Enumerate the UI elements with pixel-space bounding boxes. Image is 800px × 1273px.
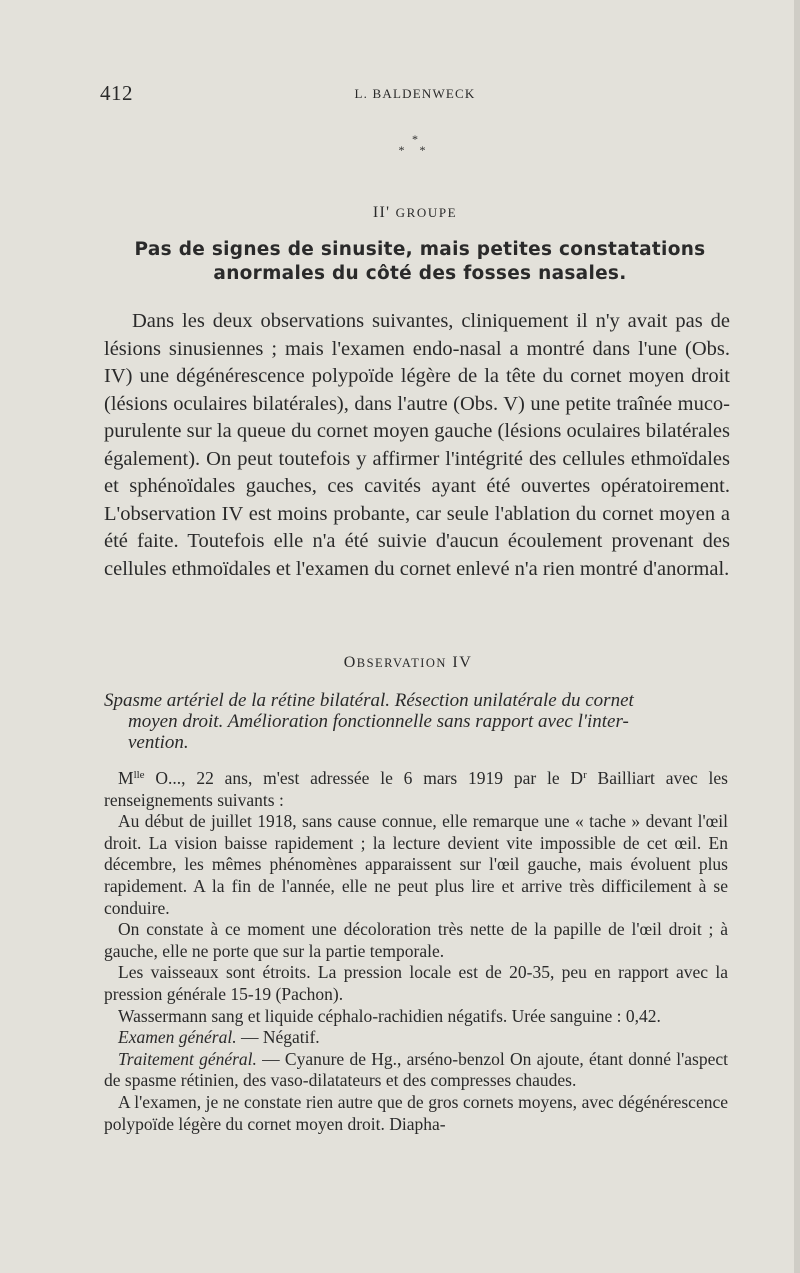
treatment-label: Traitement général. xyxy=(118,1048,257,1069)
observation-number: IV xyxy=(452,654,473,671)
page-number: 412 xyxy=(100,81,133,105)
page-edge xyxy=(794,0,800,1273)
intro-sup2: r xyxy=(583,769,587,781)
observation-title-rest: BSERVATION xyxy=(356,656,447,670)
exam-label: Examen général. xyxy=(118,1027,237,1048)
asterism-divider xyxy=(0,134,800,156)
section-heading-line2: anormales du côté des fosses nasales. xyxy=(213,263,627,284)
group-numeral: II xyxy=(372,204,387,221)
intro-middle: O..., 22 ans, m'est adressée le 6 mars 1919 par le D xyxy=(144,768,584,788)
asterism-top: * xyxy=(412,132,418,146)
observation-summary xyxy=(104,690,730,753)
summary-line1: Spasme artériel de la rétine bilatéral. Résection unilatérale du cornet xyxy=(104,690,634,711)
case-intro xyxy=(104,765,728,811)
summary-line3: vention. xyxy=(128,732,189,753)
group-word: GROUPE xyxy=(395,205,458,220)
case-paragraph-5: Wassermann sang et liquide céphalo-rachidien négatifs. Urée sanguine : 0,42. xyxy=(118,1005,661,1026)
observation-title xyxy=(0,654,800,672)
treatment-text: — Cyanure de Hg., arséno-benzol On ajoute, étant donné l'aspect de spasme rétinien, des vaso-dilatateurs et des compresses chaudes. xyxy=(104,1048,729,1091)
case-paragraph-6 xyxy=(104,1027,728,1049)
section-heading xyxy=(120,238,720,286)
intro-prefix: M xyxy=(118,768,134,788)
group-title xyxy=(0,204,800,222)
group-apostrophe: ' xyxy=(386,204,391,221)
running-head: L. BALDENWECK xyxy=(354,86,476,101)
section-heading-line1: Pas de signes de sinusite, mais petites constatations xyxy=(134,239,706,260)
case-paragraph-4: Les vaisseaux sont étroits. La pression locale est de 20-35, peu en rapport avec la pression générale 15-19 (Pachon). xyxy=(104,962,728,1004)
body-paragraph: Dans les deux observations suivantes, cliniquement il n'y avait pas de lésions sinusiennes ; mais l'examen endo-nasal a montré dans l'une (Obs. IV) une dégénérescence polypoïde légère de la tête du cornet moyen droit (lésions oculaires bilatérales), dans l'autre (Obs. V) une petite traînée muco-purulente sur la queue du cornet moyen gauche (lésions oculaires bilatérales également). On peut toutefois y affirmer l'intégrité des cellules ethmoïdales et sphénoïdales gauches, ces cavités ayant été ouvertes opératoirement. L'observation IV est moins probante, car seule l'ablation du cornet moyen a été faite. Toutefois elle n'a été suivie d'aucun écoulement provenant des cellules ethmoïdales et l'examen du cornet enlevé n'a rien montré d'anormal. xyxy=(104,310,730,580)
case-paragraph-3: On constate à ce moment une décoloration très nette de la papille de l'œil droit ; à gauche, elle ne porte que sur la partie temporale. xyxy=(104,919,728,961)
summary-line2: moyen droit. Amélioration fonctionnelle sans rapport avec l'inter- xyxy=(128,711,629,732)
page-header xyxy=(100,81,710,105)
asterism-bottom: * * xyxy=(398,143,432,157)
observation-title-initial: O xyxy=(343,654,357,671)
intro-rest: Bailliart avec les renseignements suivants : xyxy=(104,768,728,810)
intro-sup1: lle xyxy=(133,769,145,781)
body-text xyxy=(104,308,730,583)
case-paragraph-7 xyxy=(104,1049,728,1092)
case-paragraph-8: A l'examen, je ne constate rien autre que de gros cornets moyens, avec dégénérescence polypoïde légère du cornet moyen droit. Diapha- xyxy=(104,1091,728,1134)
exam-text: — Négatif. xyxy=(236,1027,320,1048)
case-text xyxy=(104,765,728,1135)
case-paragraph-2: Au début de juillet 1918, sans cause connue, elle remarque une « tache » devant l'œil droit. La vision baisse rapidement ; la lecture devient vite impossible de cet œil. En décembre, les mêmes phénomènes apparaissent sur l'œil gauche, mais évoluent plus rapidement. A la fin de l'année, elle ne peut plus lire et arrive très difficilement à se conduire. xyxy=(104,811,728,918)
